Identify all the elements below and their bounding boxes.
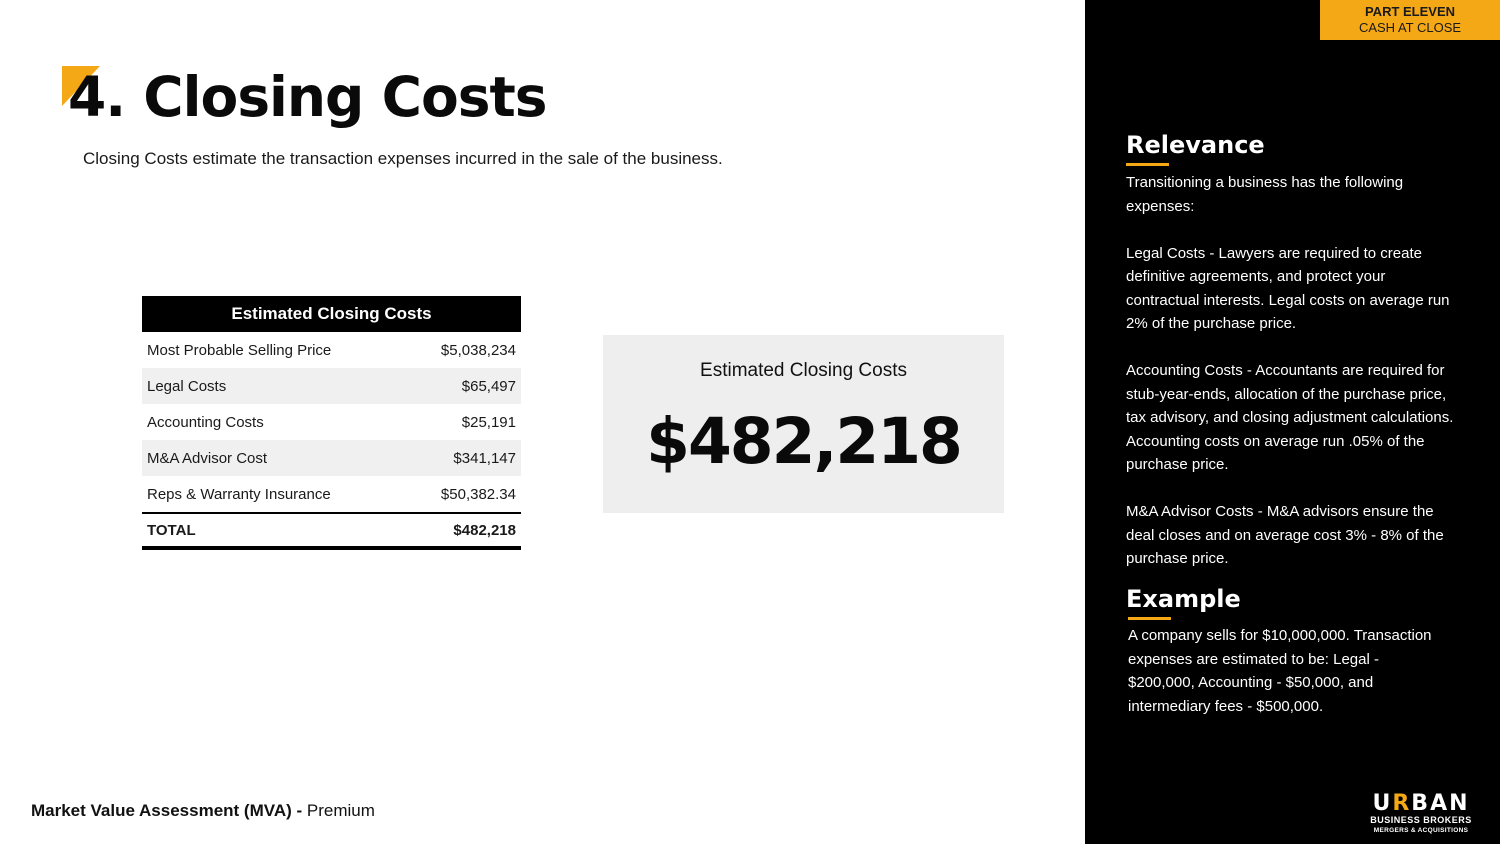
- total-value: $482,218: [453, 521, 516, 539]
- footer-caption: [31, 801, 375, 821]
- row-label: Most Probable Selling Price: [147, 341, 332, 359]
- footer-bold: Market Value Assessment (MVA) -: [31, 801, 303, 820]
- example-underline: [1128, 617, 1171, 620]
- table-row: [142, 368, 521, 404]
- table-row: [142, 440, 521, 476]
- table-row: [142, 332, 521, 368]
- row-label: Accounting Costs: [147, 413, 264, 431]
- page-title: 4. Closing Costs: [68, 65, 547, 129]
- relevance-text: Transitioning a business has the following expenses: Legal Costs - Lawyers are required to create definitive agreements, and protect your contractual interests. Legal costs on average run 2% of the purchase price. Accounting Costs - Accountants are required for stub-year-ends, allocation of the purchase price, tax advisory, and closing adjustment calculations. Accounting costs on average run .05% of the purchase price. M&A Advisor Costs - M&A advisors ensure the deal closes and on average cost 3% - 8% of the purchase price.: [1126, 174, 1454, 567]
- example-text: A company sells for $10,000,000. Transaction expenses are estimated to be: Legal - $200,000, Accounting - $50,000, and intermediary fees - $500,000.: [1128, 627, 1432, 715]
- part-badge: [1320, 0, 1500, 40]
- side-panel: [1085, 0, 1500, 844]
- card-label: Estimated Closing Costs: [700, 360, 907, 381]
- row-label: Legal Costs: [147, 377, 227, 395]
- total-label: TOTAL: [147, 521, 196, 539]
- row-value: $50,382.34: [440, 485, 516, 503]
- relevance-underline: [1126, 163, 1169, 166]
- table-total-row: [142, 512, 521, 550]
- row-label: M&A Advisor Cost: [147, 449, 268, 467]
- logo-line3: MERGERS & ACQUISITIONS: [1373, 827, 1469, 834]
- company-logo: URBAN BUSINESS BROKERS MERGERS & ACQUISITIONS: [1365, 793, 1477, 835]
- row-value: $341,147: [453, 449, 516, 467]
- closing-costs-summary-card: [603, 335, 1004, 513]
- row-value: $65,497: [461, 377, 516, 395]
- table-row: [142, 476, 521, 512]
- table-header: Estimated Closing Costs: [142, 296, 521, 332]
- example-heading: Example: [1126, 585, 1241, 613]
- badge-line1: PART ELEVEN: [1364, 4, 1456, 19]
- row-value: $25,191: [461, 413, 516, 431]
- title-block: [60, 64, 660, 134]
- footer-plain: Premium: [302, 801, 375, 820]
- table-row: [142, 404, 521, 440]
- page-subtitle: Closing Costs estimate the transaction expenses incurred in the sale of the business.: [83, 149, 723, 168]
- logo-line2: BUSINESS BROKERS: [1370, 815, 1472, 825]
- row-label: Reps & Warranty Insurance: [147, 485, 331, 503]
- closing-costs-table: [142, 296, 521, 550]
- card-value: $482,218: [646, 405, 961, 478]
- badge-line2: CASH AT CLOSE: [1358, 20, 1462, 35]
- relevance-heading: Relevance: [1126, 131, 1265, 159]
- row-value: $5,038,234: [440, 341, 516, 359]
